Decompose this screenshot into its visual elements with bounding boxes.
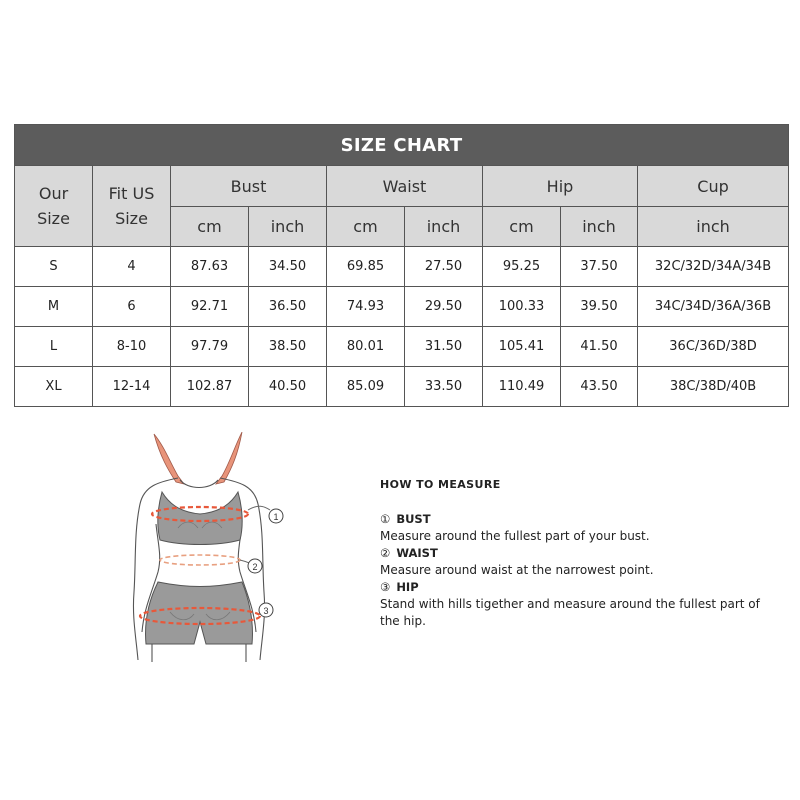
header-our-size-line2: Size (37, 209, 70, 228)
cell-fit-us-size: 12-14 (93, 367, 171, 407)
size-chart-title: SIZE CHART (15, 125, 789, 166)
unit-cup-inch: inch (638, 207, 789, 247)
neck-line (180, 480, 218, 488)
marker-3 (259, 603, 273, 617)
cell-bust-cm: 97.79 (171, 327, 249, 367)
table-row (15, 327, 789, 367)
cell-cup: 38C/38D/40B (638, 367, 789, 407)
table-row (15, 287, 789, 327)
cell-bust-inch: 34.50 (249, 247, 327, 287)
cell-waist-inch: 27.50 (405, 247, 483, 287)
cell-waist-cm: 85.09 (327, 367, 405, 407)
unit-waist-inch: inch (405, 207, 483, 247)
cell-fit-us-size: 4 (93, 247, 171, 287)
cell-fit-us-size: 6 (93, 287, 171, 327)
bra-illustration (158, 492, 242, 545)
cell-cup: 34C/34D/36A/36B (638, 287, 789, 327)
hair-left (154, 434, 184, 484)
cell-hip-inch: 43.50 (561, 367, 638, 407)
table-row (15, 247, 789, 287)
cell-bust-inch: 38.50 (249, 327, 327, 367)
cell-cup: 36C/36D/38D (638, 327, 789, 367)
hair-right (216, 432, 242, 484)
marker-1 (269, 509, 283, 523)
step-waist-number: ② (380, 546, 391, 560)
header-our-size-line1: Our (38, 184, 69, 203)
unit-waist-cm: cm (327, 207, 405, 247)
marker-2-label: 2 (252, 562, 258, 572)
cell-waist-cm: 80.01 (327, 327, 405, 367)
cell-hip-inch: 39.50 (561, 287, 638, 327)
marker-1-label: 1 (273, 512, 279, 522)
cell-our-size: S (15, 247, 93, 287)
header-fit-us-size (93, 166, 171, 247)
hair-illustration (154, 432, 242, 484)
cell-bust-cm: 102.87 (171, 367, 249, 407)
cell-our-size: XL (15, 367, 93, 407)
cell-our-size: M (15, 287, 93, 327)
step-hip-description: Stand with hills tigether and measure around the fullest part of the hip. (380, 597, 760, 628)
step-waist-description: Measure around waist at the narrowest point. (380, 563, 654, 577)
legs (152, 644, 246, 662)
header-our-size (15, 166, 93, 247)
header-cup: Cup (638, 166, 789, 207)
marker-2 (248, 559, 262, 573)
waist-measure-line (160, 555, 240, 565)
cell-fit-us-size: 8-10 (93, 327, 171, 367)
cell-hip-inch: 41.50 (561, 327, 638, 367)
cell-waist-cm: 69.85 (327, 247, 405, 287)
cell-bust-inch: 40.50 (249, 367, 327, 407)
cell-hip-cm: 95.25 (483, 247, 561, 287)
unit-bust-inch: inch (249, 207, 327, 247)
cell-cup: 32C/32D/34A/34B (638, 247, 789, 287)
table-row (15, 367, 789, 407)
step-bust-number: ① (380, 512, 391, 526)
unit-hip-cm: cm (483, 207, 561, 247)
cell-our-size: L (15, 327, 93, 367)
marker-3-label: 3 (263, 606, 269, 616)
header-waist: Waist (327, 166, 483, 207)
cell-waist-inch: 33.50 (405, 367, 483, 407)
cell-waist-cm: 74.93 (327, 287, 405, 327)
cell-bust-cm: 92.71 (171, 287, 249, 327)
step-hip-title (380, 579, 780, 596)
header-bust: Bust (171, 166, 327, 207)
shorts-illustration (146, 582, 253, 644)
step-waist-label: WAIST (396, 546, 438, 560)
header-hip: Hip (483, 166, 638, 207)
unit-hip-inch: inch (561, 207, 638, 247)
cell-hip-inch: 37.50 (561, 247, 638, 287)
step-waist-title (380, 545, 780, 562)
size-chart-table (14, 124, 789, 407)
cell-bust-cm: 87.63 (171, 247, 249, 287)
step-bust-description: Measure around the fullest part of your bust. (380, 529, 650, 543)
cell-bust-inch: 36.50 (249, 287, 327, 327)
step-hip-number: ③ (380, 580, 391, 594)
body-measurement-figure (118, 432, 288, 664)
unit-bust-cm: cm (171, 207, 249, 247)
cell-hip-cm: 105.41 (483, 327, 561, 367)
how-to-measure-section (380, 478, 780, 630)
step-hip-label: HIP (396, 580, 419, 594)
cell-waist-inch: 31.50 (405, 327, 483, 367)
step-bust-title (380, 511, 780, 528)
header-fit-us-line1: Fit US (108, 184, 155, 203)
cell-waist-inch: 29.50 (405, 287, 483, 327)
cell-hip-cm: 110.49 (483, 367, 561, 407)
step-bust-label: BUST (396, 512, 431, 526)
header-fit-us-line2: Size (115, 209, 148, 228)
cell-hip-cm: 100.33 (483, 287, 561, 327)
how-to-heading: HOW TO MEASURE (380, 478, 501, 491)
